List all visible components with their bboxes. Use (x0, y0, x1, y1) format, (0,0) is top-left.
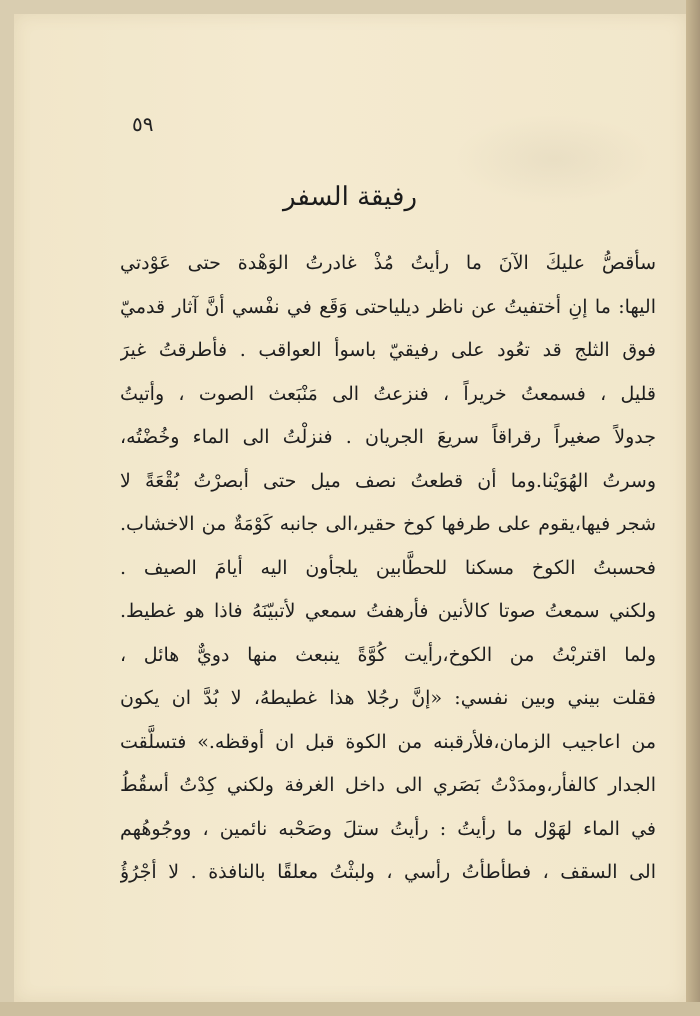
text-line: شجر فيها،يقوم على طرفها كوخ حقير،الى جانبه كَوْمَةٌ من الاخشاب. (120, 513, 656, 535)
text-line: الى السقف ، فطأطأتُ رأسي ، ولبثْتُ معلقًا بالنافذة . لا أجْرُؤُ (120, 861, 656, 883)
book-edge (686, 0, 700, 1016)
text-line: الجدار كالفأر،ومدَدْتُ بَصَري الى داخل الغرفة ولكني كِدْتُ أسقُطُ (120, 774, 656, 796)
text-line: من اعاجيب الزمان،فلأرقبنه من الكوة قبل ان أوقظه.» فتسلَّقت (120, 730, 656, 753)
page-number: ٥٩ (132, 112, 154, 136)
text-line: فوق الثلج قد تعُود على رفيقيّ باسوأ العواقب . فأطرقتُ غيرَ (120, 339, 656, 361)
text-line: فحسبتُ الكوخ مسكنا للحطَّابين يلجأون اليه أيامَ الصيف . (120, 556, 656, 579)
book-page (14, 14, 686, 1002)
text-line: فقلت بيني وبين نفسي: «إنَّ رجُلا هذا غطيطهُ، لا بُدَّ ان يكون (120, 687, 656, 709)
text-line: ولما اقتربْتُ من الكوخ،رأيت كُوَّةً ينبعث منها دويٌّ هائل ، (120, 643, 656, 666)
text-line: وسرتُ الهُوَيْنا.وما أن قطعتُ نصف ميل حتى أبصرْتُ بُقْعَةً لا (120, 469, 656, 492)
book-edge-bottom (0, 1002, 700, 1016)
text-line: في الماء لهَوْل ما رأيتُ : رأيتُ ستلَ وصَحْبه نائمين ، ووجُوهُهم (120, 817, 656, 840)
text-line: سأقصُّ عليكَ الآنَ ما رأيتُ مُذْ غادرتُ الوَهْدة حتى عَوْدتي (120, 252, 656, 274)
text-line: جدولاً صغيراً رقراقاً سريعَ الجريان . فنزلْتُ الى الماء وخُضْتُه، (120, 426, 656, 448)
text-line: ولكني سمعتُ صوتا كالأنين فأرهفتُ سمعي لأتبيّنَهُ فاذا هو غطيط. (120, 600, 656, 622)
chapter-title: رفيقة السفر (282, 182, 418, 212)
text-line: اليها: ما إنِ أختفيتُ عن ناظر ديلياحتى وَقَع في نفْسي أنَّ آثار قدميّ (120, 295, 656, 318)
body-text (120, 242, 656, 895)
text-line: قليل ، فسمعتُ خريراً ، فنزعتُ الى مَنْبَعث الصوت ، وأتيتُ (120, 382, 656, 405)
